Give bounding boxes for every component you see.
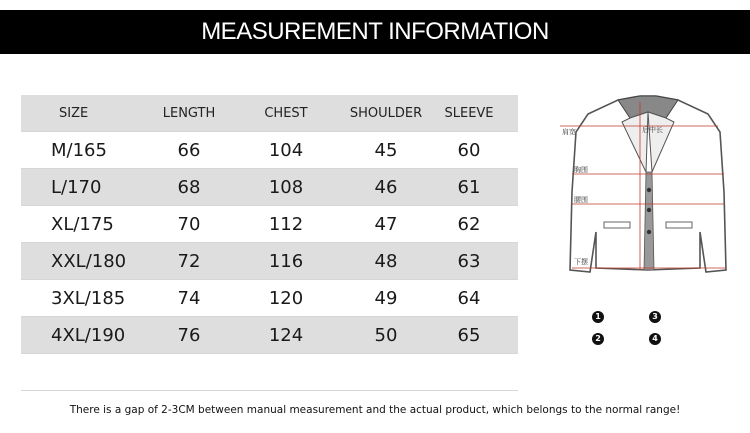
cell-size: M/165 [51, 139, 107, 161]
cell-shoulder: 45 [374, 139, 398, 161]
cell-sleeve: 62 [457, 213, 481, 235]
label-waist: 腰围 [574, 196, 588, 204]
table-header-row [21, 95, 518, 132]
cell-shoulder: 49 [374, 287, 398, 309]
cell-chest: 124 [268, 324, 304, 346]
header-size: SIZE [59, 105, 89, 121]
jacket-button [647, 230, 651, 234]
footer-note: There is a gap of 2-3CM between manual measurement and the actual product, which belongs to the normal range! [69, 404, 681, 416]
header-chest: CHEST [264, 105, 308, 121]
header-shoulder: SHOULDER [349, 105, 423, 121]
table-row [21, 206, 518, 243]
cell-chest: 112 [268, 213, 304, 235]
cell-size: 3XL/185 [51, 287, 126, 309]
jacket-button [647, 188, 651, 192]
cell-size: 4XL/190 [51, 324, 126, 346]
cell-shoulder: 48 [374, 250, 398, 272]
cell-sleeve: 61 [457, 176, 481, 198]
jacket-diagram [548, 92, 748, 282]
cell-size: XL/175 [51, 213, 114, 235]
cell-sleeve: 65 [457, 324, 481, 346]
marker-4-icon: 4 [649, 333, 661, 345]
cell-sleeve: 60 [457, 139, 481, 161]
cell-chest: 108 [268, 176, 304, 198]
header-sleeve: SLEEVE [444, 105, 494, 121]
banner-title: MEASUREMENT INFORMATION [0, 10, 750, 54]
cell-length: 74 [177, 287, 201, 309]
cell-length: 66 [177, 139, 201, 161]
label-chest: 胸围 [574, 166, 588, 174]
cell-length: 76 [177, 324, 201, 346]
jacket-button [647, 208, 651, 212]
marker-1-icon: 1 [592, 311, 604, 323]
table-row [21, 317, 518, 354]
cell-size: L/170 [51, 176, 102, 198]
cell-shoulder: 47 [374, 213, 398, 235]
jacket-placket [644, 172, 654, 270]
cell-length: 72 [177, 250, 201, 272]
cell-length: 68 [177, 176, 201, 198]
table-row [21, 132, 518, 169]
label-hem: 下摆 [574, 258, 588, 266]
marker-3-icon: 3 [649, 311, 661, 323]
cell-size: XXL/180 [51, 250, 127, 272]
size-table [21, 95, 518, 391]
label-shoulder: 肩宽 [562, 128, 576, 136]
cell-shoulder: 50 [374, 324, 398, 346]
table-empty-row [21, 354, 518, 391]
cell-shoulder: 46 [374, 176, 398, 198]
cell-sleeve: 64 [457, 287, 481, 309]
header-length: LENGTH [162, 105, 216, 121]
cell-chest: 120 [268, 287, 304, 309]
label-back-center: 后中长 [642, 126, 663, 134]
cell-sleeve: 63 [457, 250, 481, 272]
table-row [21, 280, 518, 317]
table-row [21, 243, 518, 280]
marker-2-icon: 2 [592, 333, 604, 345]
cell-chest: 116 [268, 250, 304, 272]
cell-chest: 104 [268, 139, 304, 161]
cell-length: 70 [177, 213, 201, 235]
table-row [21, 169, 518, 206]
